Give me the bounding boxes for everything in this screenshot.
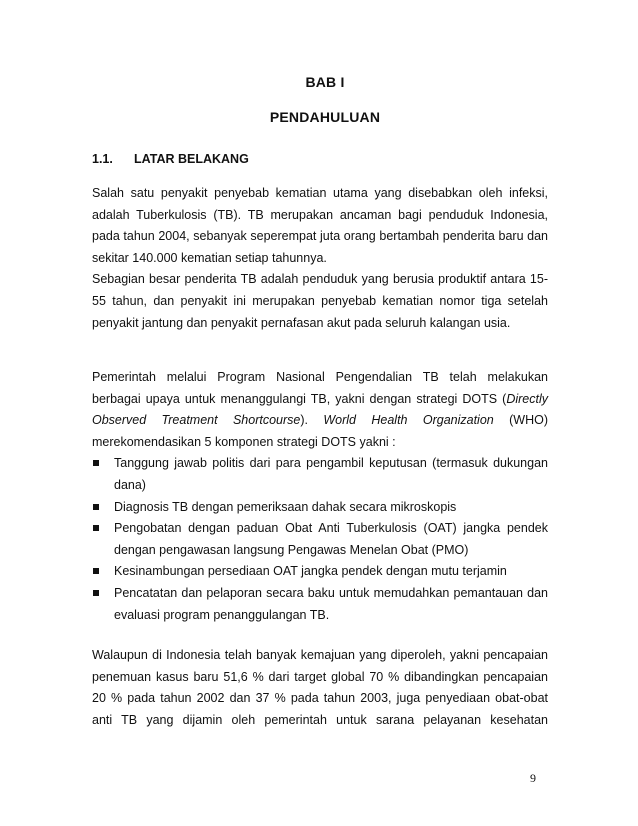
list-item: Tanggung jawab politis dari para pengambil keputusan (termasuk dukungan dana) bbox=[92, 453, 548, 496]
paragraph-1-text-b: Sebagian besar penderita TB adalah penduduk yang berusia produktif antara 15-55 tahun, dan penyakit ini merupakan penyebab kematian nomor tiga setelah penyakit jantung dan penyakit pernafasan akut pada seluruh kalangan usia. bbox=[92, 272, 548, 330]
paragraph-3 bbox=[92, 645, 548, 731]
intro-italic-who: World Health Organization bbox=[323, 413, 494, 428]
paragraph-2 bbox=[92, 367, 548, 626]
section-heading bbox=[92, 152, 249, 166]
intro-italic-dots: Directly Observed Treatment Shortcourse bbox=[92, 391, 548, 428]
intro-part-3: (WHO) merekomendasikan 5 komponen strategi DOTS yakni : bbox=[92, 413, 548, 449]
dots-component-list bbox=[92, 453, 548, 626]
square-bullet-icon bbox=[93, 590, 99, 596]
intro-part-1: Pemerintah melalui Program Nasional Pengendalian TB telah melakukan berbagai upaya untuk menanggulangi TB, yakni dengan strategi DOTS ( bbox=[92, 370, 548, 406]
square-bullet-icon bbox=[93, 525, 99, 531]
paragraph-3-text: Walaupun di Indonesia telah banyak kemajuan yang diperoleh, yakni pencapaian penemuan kasus baru 51,6 % dari target global 70 % dibandingkan pencapaian 20 % pada tahun 2002 dan 37 % pada tahun 2003, juga penyediaan obat-obat anti TB yang dijamin oleh pemerintah untuk sarana pelayanan kesehatan bbox=[92, 648, 548, 727]
page-number: 9 bbox=[530, 771, 536, 785]
chapter-title: PENDAHULUAN bbox=[269, 109, 381, 125]
paragraph-2-intro bbox=[92, 367, 548, 453]
section-title: LATAR BELAKANG bbox=[134, 152, 249, 166]
chapter-number: BAB I bbox=[305, 74, 345, 90]
paragraph-1 bbox=[92, 183, 548, 334]
square-bullet-icon bbox=[93, 460, 99, 466]
list-item: Pengobatan dengan paduan Obat Anti Tuberkulosis (OAT) jangka pendek dengan pengawasan langsung Pengawas Menelan Obat (PMO) bbox=[92, 518, 548, 561]
paragraph-1-text-a: Salah satu penyakit penyebab kematian utama yang disebabkan oleh infeksi, adalah Tuberkulosis (TB). TB merupakan ancaman bagi penduduk Indonesia, pada tahun 2004, sebanyak seperempat juta orang bertambah penderita baru dan sekitar 140.000 kematian setiap tahunnya. bbox=[92, 186, 548, 265]
square-bullet-icon bbox=[93, 504, 99, 510]
list-item: Diagnosis TB dengan pemeriksaan dahak secara mikroskopis bbox=[92, 497, 548, 519]
square-bullet-icon bbox=[93, 568, 99, 574]
intro-part-2: ). bbox=[300, 413, 324, 428]
section-number: 1.1. bbox=[92, 152, 113, 166]
list-item: Kesinambungan persediaan OAT jangka pendek dengan mutu terjamin bbox=[92, 561, 548, 583]
list-item: Pencatatan dan pelaporan secara baku untuk memudahkan pemantauan dan evaluasi program penanggulangan TB. bbox=[92, 583, 548, 626]
